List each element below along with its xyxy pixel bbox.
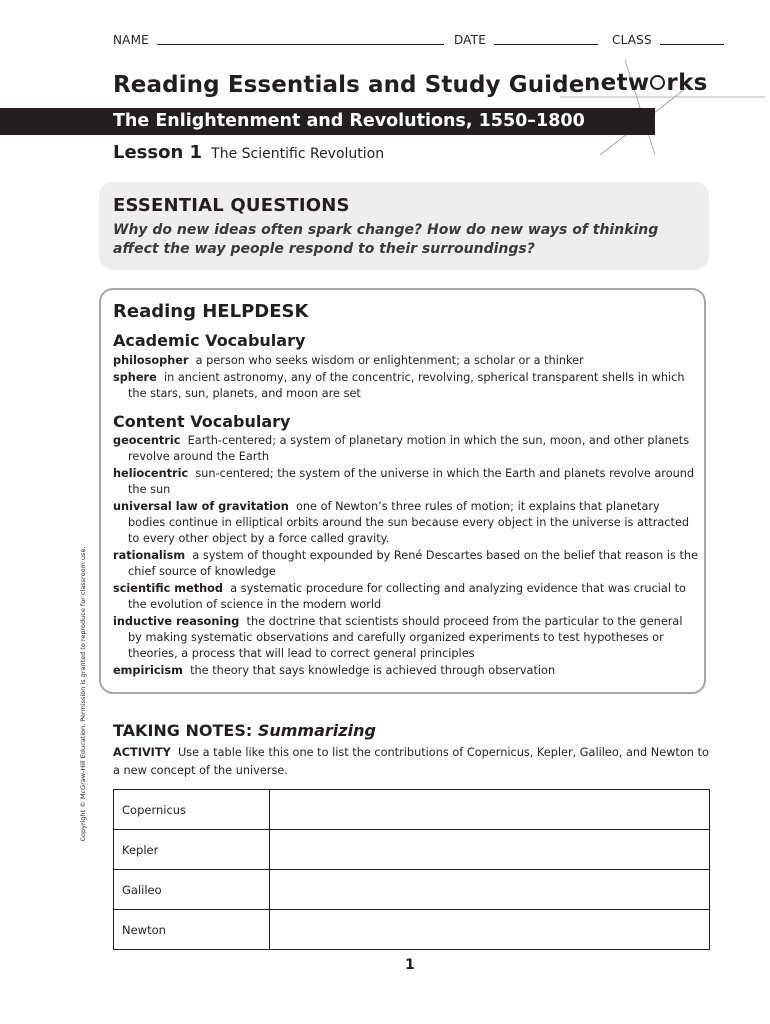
vocab-term: universal law of gravitation bbox=[113, 500, 289, 513]
vocab-entry bbox=[113, 581, 698, 613]
vocab-entry bbox=[113, 548, 698, 580]
vocab-term: sphere bbox=[113, 371, 157, 384]
vocab-entry bbox=[113, 499, 698, 547]
activity-instructions bbox=[113, 744, 713, 780]
date-label: DATE bbox=[453, 33, 486, 47]
name-label: NAME bbox=[113, 33, 149, 47]
academic-vocabulary-heading: Academic Vocabulary bbox=[113, 331, 306, 350]
networks-logo bbox=[584, 70, 708, 96]
class-line bbox=[660, 44, 724, 45]
vocab-term: geocentric bbox=[113, 434, 181, 447]
vocab-term: empiricism bbox=[113, 664, 183, 677]
vocab-entry bbox=[113, 614, 698, 662]
vocab-entry bbox=[113, 663, 698, 679]
activity-text: Use a table like this one to list the contributions of Copernicus, Kepler, Galileo, and Newton to a new concept of the universe. bbox=[113, 746, 709, 777]
vocab-term: heliocentric bbox=[113, 467, 189, 480]
essential-questions-text: Why do new ideas often spark change? How do new ways of thinking affect the way people respond to their surroundings? bbox=[113, 222, 659, 257]
unit-title: The Enlightenment and Revolutions, 1550–1800 bbox=[113, 111, 585, 131]
table-row bbox=[114, 910, 710, 950]
taking-notes-prefix: TAKING NOTES: bbox=[113, 721, 253, 740]
notes-cell[interactable] bbox=[270, 870, 710, 910]
vocab-entry bbox=[113, 370, 698, 402]
vocab-definition: the doctrine that scientists should proceed from the particular to the general by making systematic observations and carefully organized experiments to test hypotheses or theories, a process that will lead to correct general principles bbox=[128, 615, 683, 660]
student-info-fields bbox=[113, 33, 724, 47]
notes-table bbox=[113, 789, 710, 950]
helpdesk-heading: Reading HELPDESK bbox=[113, 301, 309, 322]
table-row bbox=[114, 870, 710, 910]
vocab-definition: a system of thought expounded by René Descartes based on the belief that reason is the chief source of knowledge bbox=[128, 549, 699, 578]
lesson-title: The Scientific Revolution bbox=[211, 146, 385, 162]
lesson-heading bbox=[113, 142, 384, 163]
vocab-definition: one of Newton’s three rules of motion; it explains that planetary bodies continue in elliptical orbits around the sun because every object in the universe is attracted to every other object by a force called gravity. bbox=[128, 500, 690, 545]
page-title: Reading Essentials and Study Guide bbox=[113, 72, 585, 98]
essential-questions-heading: ESSENTIAL QUESTIONS bbox=[113, 195, 350, 216]
vocab-entry bbox=[113, 433, 698, 465]
scientist-name: Galileo bbox=[114, 870, 270, 910]
logo-text-start: netw bbox=[584, 70, 650, 96]
logo-circle-icon bbox=[650, 75, 665, 90]
vocab-definition: Earth-centered; a system of planetary motion in which the sun, moon, and other planets revolve around the Earth bbox=[128, 434, 690, 463]
vocab-term: rationalism bbox=[113, 549, 186, 562]
name-line bbox=[157, 44, 444, 45]
vocab-term: inductive reasoning bbox=[113, 615, 240, 628]
scientist-name: Kepler bbox=[114, 830, 270, 870]
vocab-definition: a person who seeks wisdom or enlightenment; a scholar or a thinker bbox=[195, 354, 584, 367]
vocab-entry bbox=[113, 353, 698, 369]
table-row bbox=[114, 790, 710, 830]
table-row bbox=[114, 830, 710, 870]
content-vocabulary-heading: Content Vocabulary bbox=[113, 412, 291, 431]
vocab-definition: the theory that says knowledge is achieved through observation bbox=[190, 664, 556, 677]
logo-text-end: rks bbox=[666, 70, 708, 96]
academic-vocabulary-list bbox=[113, 353, 698, 403]
vocab-term: scientific method bbox=[113, 582, 223, 595]
taking-notes-heading bbox=[113, 721, 376, 740]
scientist-name: Copernicus bbox=[114, 790, 270, 830]
activity-label: ACTIVITY bbox=[113, 746, 171, 759]
page-number: 1 bbox=[405, 957, 415, 973]
vocab-definition: in ancient astronomy, any of the concentric, revolving, spherical transparent shells in which the stars, sun, planets, and moon are set bbox=[128, 371, 685, 400]
vocab-definition: a systematic procedure for collecting and analyzing evidence that was crucial to the evolution of science in the modern world bbox=[128, 582, 686, 611]
class-label: CLASS bbox=[612, 33, 652, 47]
vocab-term: philosopher bbox=[113, 354, 189, 367]
copyright-notice: Copyright © McGraw-Hill Education. Permission is granted to reproduce for classroom use. bbox=[79, 546, 87, 842]
vocab-entry bbox=[113, 466, 698, 498]
vocab-definition: sun-centered; the system of the universe in which the Earth and planets revolve around the sun bbox=[128, 467, 695, 496]
notes-cell[interactable] bbox=[270, 910, 710, 950]
lesson-number: Lesson 1 bbox=[113, 142, 203, 163]
taking-notes-skill: Summarizing bbox=[257, 721, 376, 740]
notes-cell[interactable] bbox=[270, 790, 710, 830]
notes-cell[interactable] bbox=[270, 830, 710, 870]
content-vocabulary-list bbox=[113, 433, 698, 680]
scientist-name: Newton bbox=[114, 910, 270, 950]
date-line bbox=[494, 44, 598, 45]
